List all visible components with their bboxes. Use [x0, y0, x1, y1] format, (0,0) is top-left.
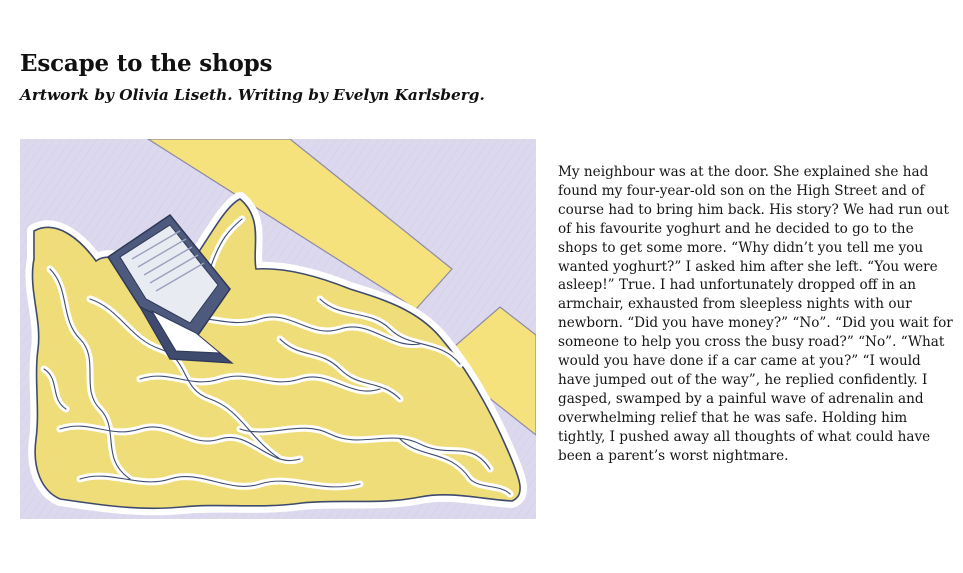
credits-line: Artwork by Olivia Liseth. Writing by Evelyn Karlsberg. — [20, 86, 485, 104]
spilled-yoghurt-illustration — [20, 139, 536, 519]
story-text: My neighbour was at the door. She explained she had found my four-year-old son on the High Street and of course had to bring him back. His story? We had run out of his favourite yoghurt and he decided to go to the shops to get some more. “Why didn’t you tell me you wanted yoghurt?” I asked him after she left. “You were asleep!” True. I had unfortunately dropped off in an armchair, exhausted from sleepless nights with our newborn. “Did you have money?” “No”. “Did you wait for someone to help you cross the busy road?” “No”. “What would you have done if a car came at you?” “I would have jumped out of the way”, he replied confidently. I gasped, swamped by a painful wave of adrenalin and overwhelming relief that he was safe. Holding him tightly, I pushed away all thoughts of what could have been a parent’s worst nightmare. — [558, 164, 953, 464]
artwork-illustration — [20, 139, 536, 519]
page-title: Escape to the shops — [20, 50, 273, 77]
